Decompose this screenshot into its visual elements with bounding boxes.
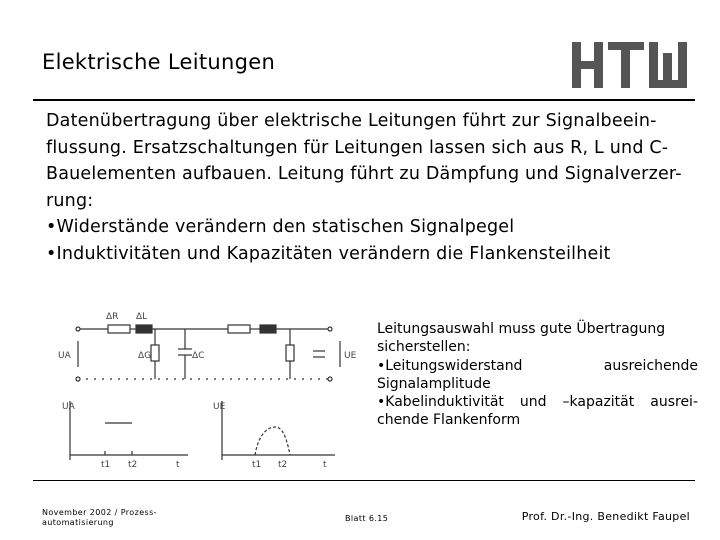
footer-divider (33, 480, 695, 481)
ua-axis-label: UA (62, 402, 75, 412)
htw-logo (570, 41, 692, 91)
note-line: •Leitungswiderstand ausreichende (377, 357, 698, 374)
bullet-resistors: •Widerstände verändern den statischen Signalpegel (46, 217, 515, 237)
line-selection-note (377, 320, 698, 430)
ue-label: UE (344, 351, 357, 361)
t1-tick-label: t1 (252, 460, 262, 470)
delta-g-label: ΔG (138, 351, 152, 361)
ua-label: UA (58, 351, 71, 361)
note-line: Leitungsauswahl muss gute Übertragung (377, 321, 666, 337)
line-equivalent-circuit-diagram (50, 305, 370, 475)
footer-date (42, 508, 162, 528)
delta-c-label: ΔC (192, 351, 205, 361)
intro-line: flussung. Ersatzschaltungen für Leitungen lassen sich aus R, L und C- (46, 137, 669, 158)
delta-r-label: ΔR (106, 312, 119, 322)
t2-tick-label: t2 (278, 460, 288, 470)
t-axis-label: t (176, 460, 180, 470)
intro-line: Datenübertragung über elektrische Leitungen führt zur Signalbeein- (46, 111, 657, 131)
intro-line: rung: (46, 190, 94, 211)
ue-axis-label: UE (213, 402, 226, 412)
title-divider (33, 99, 695, 101)
note-line: chende Flankenform (377, 412, 521, 429)
slide-title: Elektrische Leitungen (42, 50, 276, 74)
note-line: •Kabelinduktivität und –kapazität ausrei- (377, 394, 698, 411)
note-line: sicherstellen: (377, 339, 471, 356)
t1-tick-label: t1 (101, 460, 111, 470)
intro-text (46, 108, 696, 267)
note-line: Signalamplitude (377, 375, 491, 392)
t2-tick-label: t2 (128, 460, 138, 470)
footer-author: Prof. Dr.-Ing. Benedikt Faupel (521, 510, 690, 523)
footer-page-number: Blatt 6.15 (345, 514, 389, 523)
t-axis-label: t (323, 460, 327, 470)
bullet-inductances-capacitances: •Induktivitäten und Kapazitäten verändern die Flankensteilheit (46, 243, 611, 264)
delta-l-label: ΔL (136, 312, 148, 322)
intro-line: Bauelementen aufbauen. Leitung führt zu Dämpfung und Signalverzer- (46, 164, 682, 184)
footer-date-line: November 2002 / Prozess- (42, 508, 157, 517)
footer-course-line: automatisierung (42, 518, 114, 527)
